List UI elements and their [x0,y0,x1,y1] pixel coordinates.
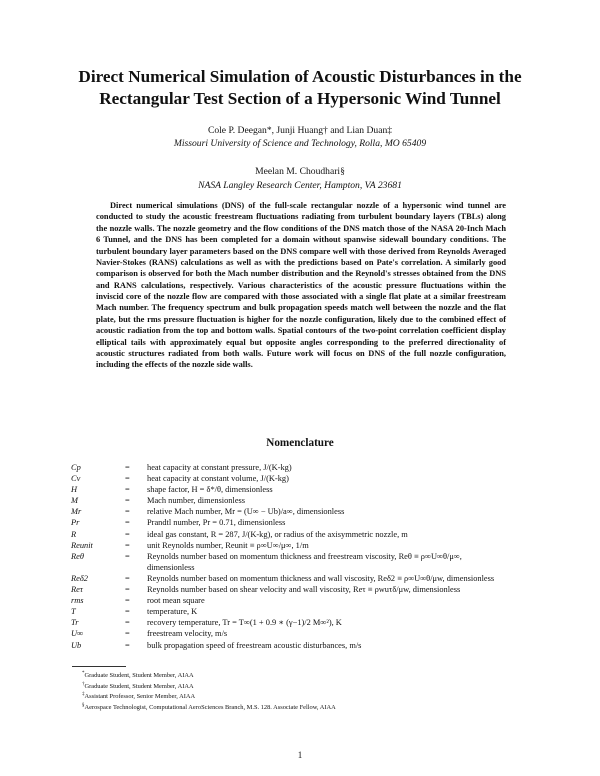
nomenclature-definition: shape factor, H = δ*/θ, dimensionless [147,485,273,495]
nomenclature-row [71,473,541,484]
footnote-text: Graduate Student, Student Member, AIAA [84,672,194,680]
nomenclature-row [71,606,541,617]
footnote [82,670,542,681]
nomenclature-equals: = [125,640,130,650]
nomenclature-equals: = [125,496,130,506]
nomenclature-definition: dimensionless [147,562,195,572]
footnote-mark: * [82,671,85,676]
abstract-text: Direct numerical simulations (DNS) of the full-scale rectangular nozzle of a hypersonic wind tunnel are conducted to study the acoustic freestream fluctuations radiating from turbulent boundary layers (TBLs) along the nozzle walls. The nozzle geometry and the flow conditions of the DNS match those of the NASA 20-Inch Mach 6 Tunnel, and the DNS has been completed for a domain without spanwise sidewall boundary conditions. The turbulent boundary layer parameters based on the DNS compare well with those derived from Reynolds Averaged Navier-Stokes (RANS) calculations as well as with the predictions based on Pate's correlation. A similarly good comparison is observed for both the Mach number distribution and the Reynold's stresses obtained from the DNS and RANS calculations, respectively. Various characteristics of the acoustic pressure fluctuations within the inviscid core of the nozzle flow are compared with those associated with a single flat plate at a similar freestream Mach number. The frequency spectrum and bulk propagation speeds match well between the nozzle and the flat plate, but the rms pressure fluctuation is higher for the nozzle configuration, likely due to the combined effect of acoustic radiation from the top and bottom walls. Spatial contours of the two-point correlation coefficient display elliptical tails with approximately equal but opposite angles corresponding to the preferred directionality of acoustic structures radiated from both walls. Future work will focus on DNS of the full nozzle configuration, including the effects of the nozzle side walls. [96,201,506,370]
nomenclature-symbol: rms [71,596,84,606]
nomenclature-row [71,584,541,595]
nomenclature-definition: Reynolds number based on shear velocity and wall viscosity, Reτ ≡ ρwuτδ/μw, dimensionless [147,585,461,595]
nomenclature-equals: = [125,474,130,484]
nomenclature-symbol: U∞ [71,629,84,639]
nomenclature-definition: root mean square [147,596,205,606]
nomenclature-definition: bulk propagation speed of freestream acoustic disturbances, m/s [147,640,362,650]
nomenclature-row [71,617,541,628]
paper-title: Direct Numerical Simulation of Acoustic Disturbances in the Rectangular Test Section of a Hypersonic Wind Tunnel [78,67,522,108]
nomenclature-definition: recovery temperature, Tr = T∞(1 + 0.9 ∗ (γ−1)/2 M∞²), K [147,618,342,628]
nomenclature-definition: Prandtl number, Pr = 0.71, dimensionless [147,518,286,528]
footnote-mark: † [82,681,85,687]
page-number: 1 [297,750,303,760]
nomenclature-list [71,462,541,651]
nomenclature-definition: freestream velocity, m/s [147,629,228,639]
nomenclature-equals: = [125,518,130,528]
footnote-mark: ‡ [82,692,85,698]
nomenclature-symbol: Pr [71,518,80,528]
nomenclature-equals: = [125,529,130,539]
nomenclature-symbol: Reδ2 [71,573,88,583]
nomenclature-equals: = [125,485,130,495]
nomenclature-definition: Reynolds number based on momentum thickness and wall viscosity, Reδ2 ≡ ρ∞U∞θ/μw, dimensionless [147,573,495,583]
footnote [82,691,542,702]
nomenclature-symbol: R [71,529,77,539]
nomenclature-row [71,595,541,606]
nomenclature-symbol: Tr [71,618,79,628]
nomenclature-symbol: Reθ [71,551,84,561]
nomenclature-row [71,462,541,473]
nomenclature-symbol: Reτ [71,585,83,595]
footnote-text: Graduate Student, Student Member, AIAA [84,682,194,690]
nomenclature-equals: = [125,585,130,595]
nomenclature-symbol: T [71,607,76,617]
nomenclature-definition: unit Reynolds number, Reunit ≡ ρ∞U∞/μ∞, 1/m [147,540,309,550]
abstract [96,200,506,371]
nomenclature-equals: = [125,618,130,628]
nomenclature-symbol: Ub [71,640,82,650]
footnote-text: Assistant Professor, Senior Member, AIAA [84,693,196,701]
nomenclature-equals: = [125,507,130,517]
nomenclature-heading: Nomenclature [266,437,334,449]
nomenclature-row [71,573,541,584]
nomenclature-row [71,495,541,506]
nomenclature-symbol: Reunit [71,540,93,550]
footnote [82,681,542,692]
nomenclature-symbol: Cv [71,474,81,484]
nomenclature-row [71,484,541,495]
nomenclature-equals: = [125,596,130,606]
authors-line-1: Cole P. Deegan*, Junji Huang† and Lian Duan‡ [207,125,393,136]
footnote-mark: § [82,703,85,709]
nomenclature-symbol: M [71,496,78,506]
affiliation-2: NASA Langley Research Center, Hampton, VA 23681 [198,180,402,191]
footnote-divider [72,666,126,667]
nomenclature-row [71,551,541,562]
nomenclature-definition: Reynolds number based on momentum thickness and freestream viscosity, Reθ ≡ ρ∞U∞θ/μ∞, [147,551,462,561]
nomenclature-symbol: Mr [71,507,82,517]
nomenclature-definition: relative Mach number, Mr = (U∞ − Ub)/a∞, dimensionless [147,507,345,517]
nomenclature-equals: = [125,551,130,561]
authors-line-2: Meelan M. Choudhari§ [255,166,345,177]
nomenclature-row [71,529,541,540]
nomenclature-definition: heat capacity at constant volume, J/(K-kg) [147,474,289,484]
nomenclature-row [71,640,541,651]
nomenclature-row [71,517,541,528]
affiliation-1: Missouri University of Science and Technology, Rolla, MO 65409 [173,138,427,149]
nomenclature-equals: = [125,463,130,472]
nomenclature-symbol: H [71,485,78,495]
nomenclature-row [71,628,541,639]
nomenclature-equals: = [125,573,130,583]
nomenclature-definition: heat capacity at constant pressure, J/(K-kg) [147,463,292,472]
nomenclature-definition: temperature, K [147,607,198,617]
nomenclature-row [71,562,541,573]
nomenclature-row [71,540,541,551]
nomenclature-equals: = [125,629,130,639]
nomenclature-row [71,506,541,517]
nomenclature-equals: = [125,540,130,550]
footnotes [82,670,542,713]
footnote [82,702,542,713]
nomenclature-definition: Mach number, dimensionless [147,496,246,506]
footnote-text: Aerospace Technologist, Computational AeroSciences Branch, M.S. 128. Associate Fellow, AIAA [84,704,336,712]
nomenclature-symbol: Cp [71,463,81,472]
nomenclature-definition: ideal gas constant, R = 287, J/(K-kg), or radius of the axisymmetric nozzle, m [147,529,408,539]
nomenclature-equals: = [125,607,130,617]
